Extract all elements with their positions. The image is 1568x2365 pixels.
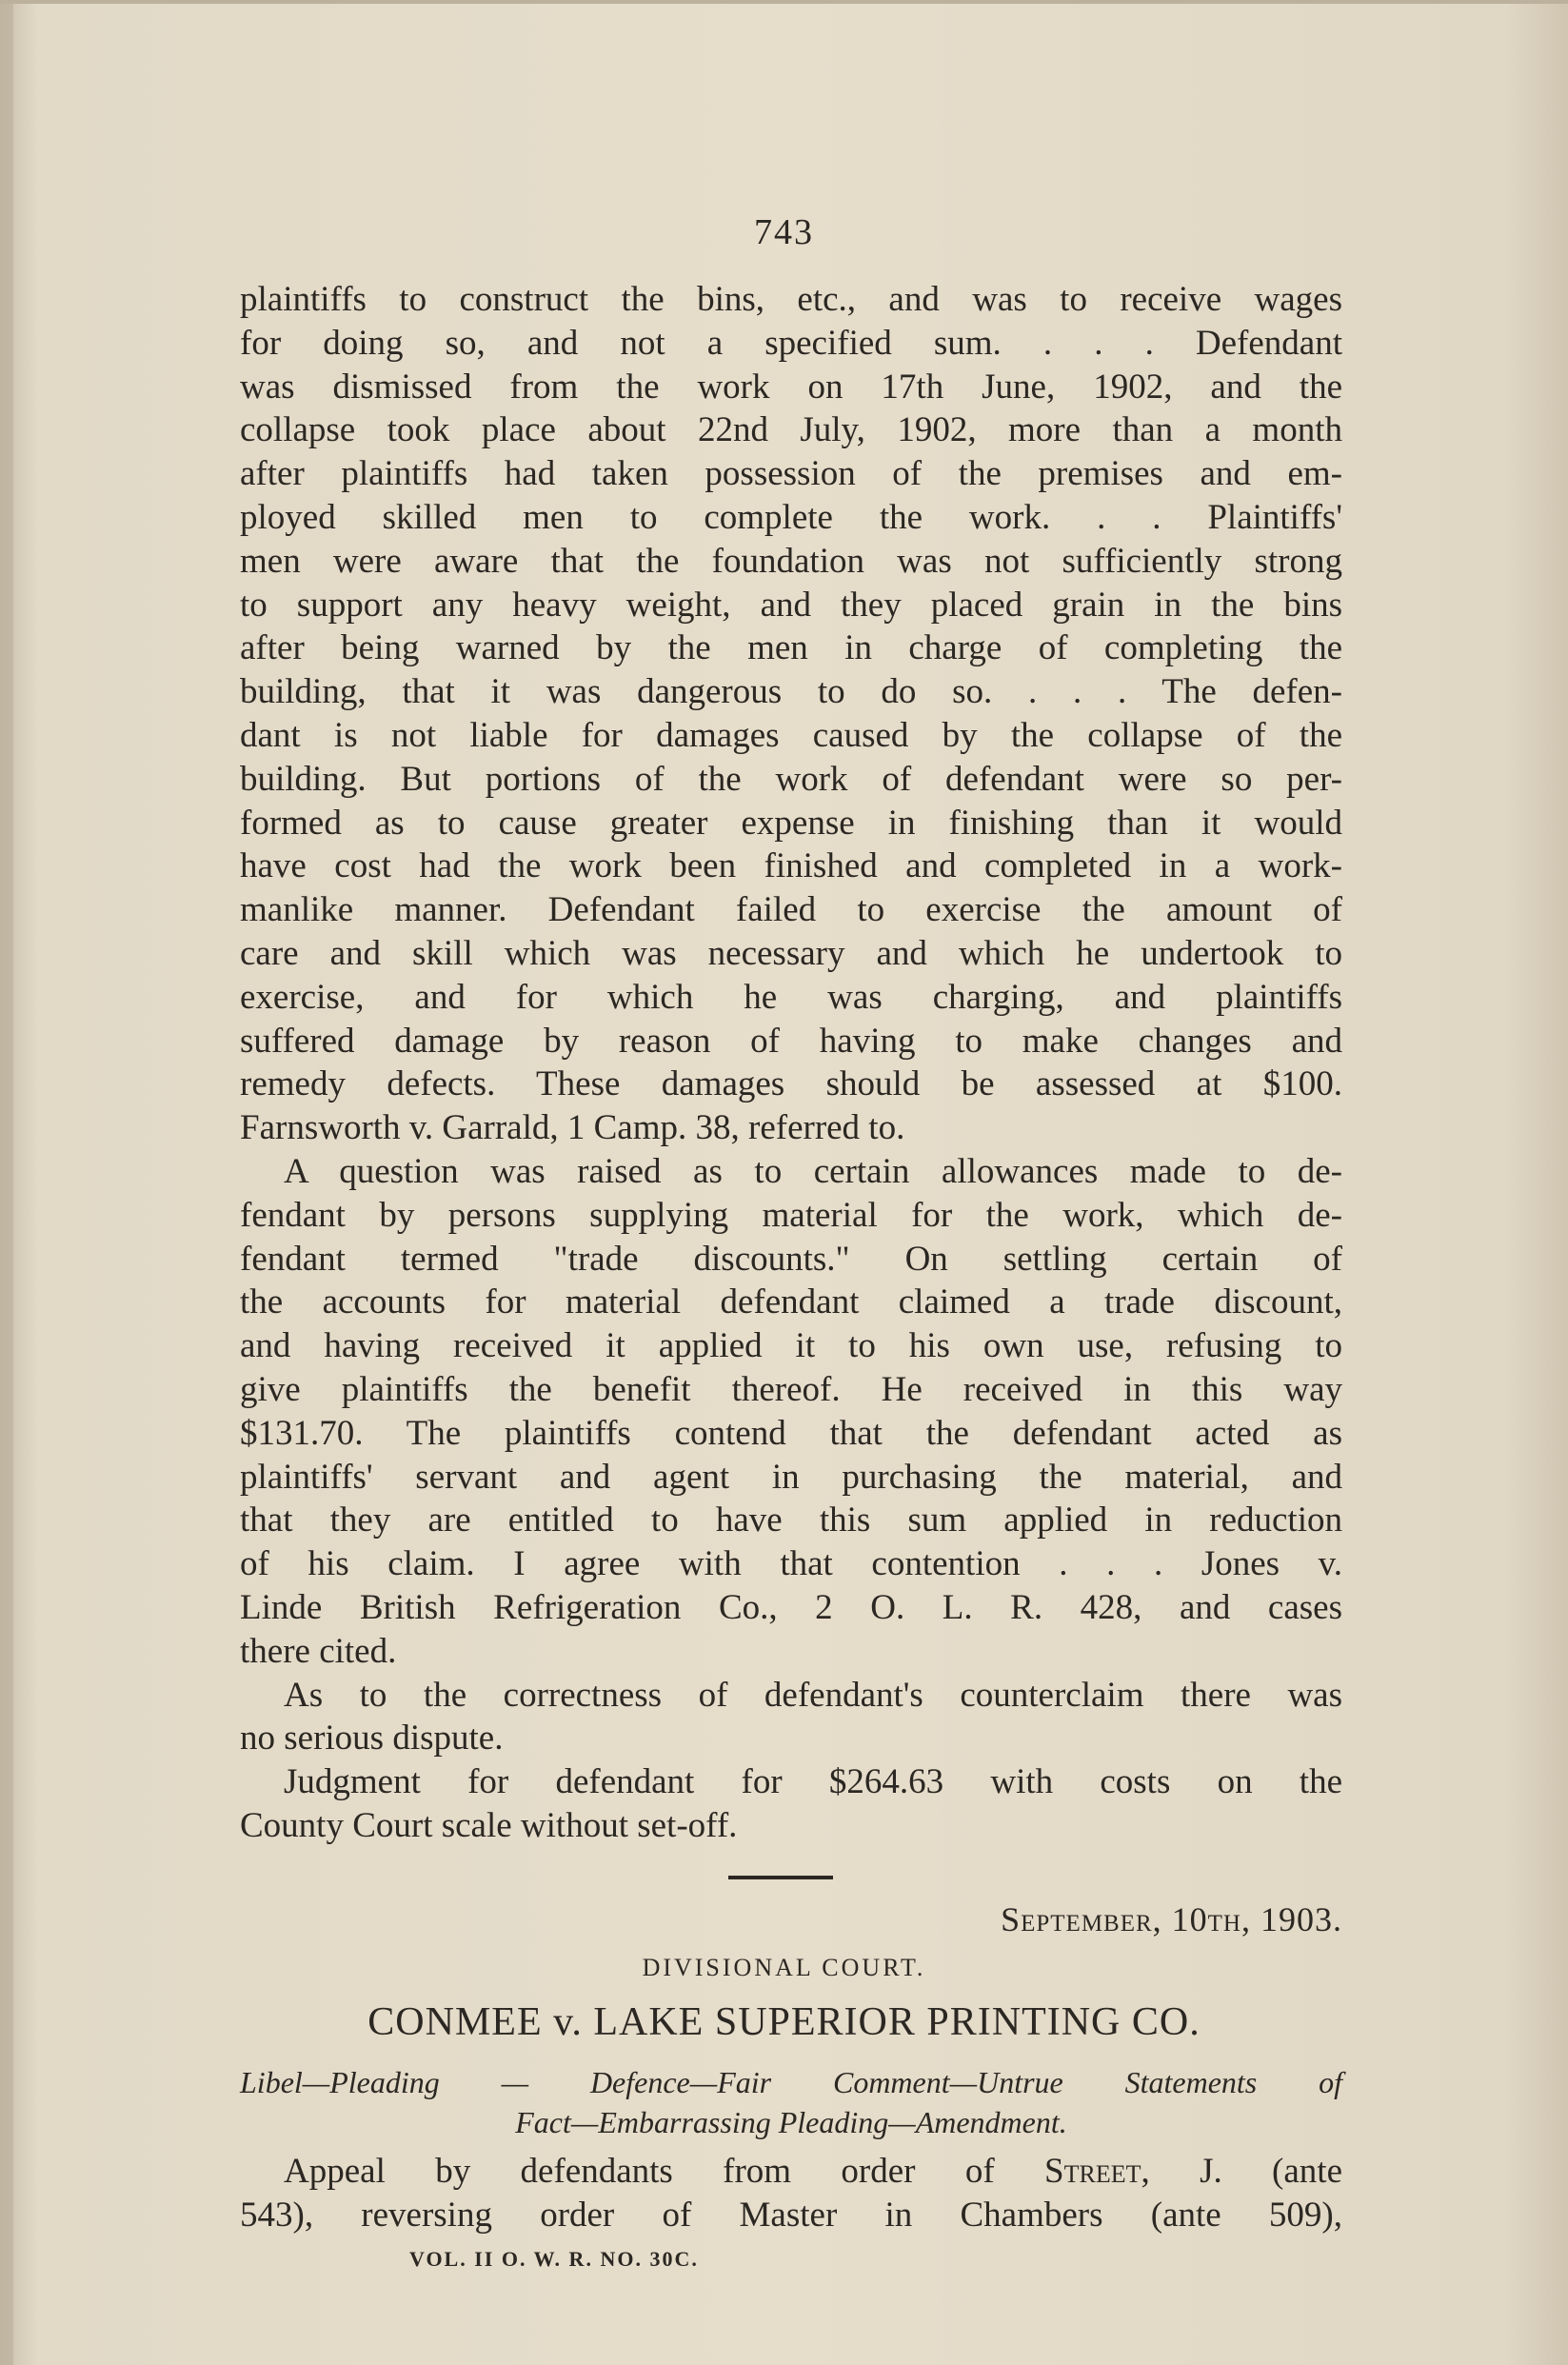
body-line: A question was raised as to certain allowances made to de- — [284, 1151, 1342, 1191]
body-line: was dismissed from the work on 17th June, 1902, and the — [240, 367, 1342, 407]
body-line: exercise, and for which he was charging, and plaintiffs — [240, 977, 1342, 1017]
body-line: and having received it applied it to his own use, refusing to — [240, 1326, 1342, 1366]
headnote-line: Libel—Pleading — Defence—Fair Comment—Untrue Statements of — [240, 2065, 1342, 2099]
body-line: after plaintiffs had taken possession of the premises and em- — [240, 454, 1342, 494]
page-number: 743 — [754, 212, 814, 252]
body-line: manlike manner. Defendant failed to exercise the amount of — [240, 890, 1342, 930]
appeal-line: 543), reversing order of Master in Chambers (ante 509), — [240, 2195, 1342, 2235]
body-line: $131.70. The plaintiffs contend that the defendant acted as — [240, 1413, 1342, 1453]
case-title: CONMEE v. LAKE SUPERIOR PRINTING CO. — [367, 2000, 1201, 2044]
body-line: of his claim. I agree with that contention . . . Jones v. — [240, 1544, 1342, 1584]
body-line: give plaintiffs the benefit thereof. He received in this way — [240, 1369, 1342, 1409]
body-line: Judgment for defendant for $264.63 with costs on the — [284, 1762, 1342, 1802]
appeal-paragraph — [240, 2150, 1342, 2237]
body-line: building. But portions of the work of defendant were so per- — [240, 759, 1342, 799]
body-line: dant is not liable for damages caused by the collapse of the — [240, 715, 1342, 755]
body-line: men were aware that the foundation was not sufficiently strong — [240, 541, 1342, 581]
headnote — [240, 2062, 1342, 2142]
body-line: there cited. — [240, 1631, 397, 1671]
appeal-text: , J. (ante — [1141, 2152, 1343, 2191]
body-line: that they are entitled to have this sum applied in reduction — [240, 1500, 1342, 1540]
body-line: remedy defects. These damages should be assessed at $100. — [240, 1064, 1342, 1104]
body-line: ployed skilled men to complete the work. . . Plaintiffs' — [240, 497, 1342, 537]
body-line: Farnsworth v. Garrald, 1 Camp. 38, referred to. — [240, 1108, 905, 1148]
body-line: fendant termed "trade discounts." On settling certain of — [240, 1239, 1342, 1279]
top-edge-rule — [0, 0, 1568, 4]
body-line: County Court scale without set-off. — [240, 1805, 738, 1845]
judge-name: Street — [1044, 2152, 1141, 2191]
body-line: As to the correctness of defendant's counterclaim there was — [284, 1675, 1342, 1715]
section-divider — [728, 1876, 833, 1879]
appeal-text: Appeal by defendants from order of — [284, 2152, 995, 2191]
headnote-line: Fact—Embarrassing Pleading—Amendment. — [515, 2105, 1067, 2139]
body-line: have cost had the work been finished and completed in a work- — [240, 846, 1342, 886]
body-line: for doing so, and not a specified sum. . . . Defendant — [240, 323, 1342, 363]
body-text — [240, 278, 1342, 1848]
body-line: suffered damage by reason of having to make changes and — [240, 1021, 1342, 1061]
body-line: plaintiffs to construct the bins, etc., and was to receive wages — [240, 280, 1342, 319]
appeal-line — [240, 2150, 1342, 2194]
body-line: care and skill which was necessary and which he undertook to — [240, 933, 1342, 973]
body-line: collapse took place about 22nd July, 1902, more than a month — [240, 410, 1342, 450]
body-line: building, that it was dangerous to do so. . . . The defen- — [240, 672, 1342, 712]
decision-date: September, 10th, 1903. — [1001, 1900, 1342, 1938]
body-line: no serious dispute. — [240, 1719, 504, 1759]
body-line: formed as to cause greater expense in finishing than it would — [240, 803, 1342, 843]
body-line: the accounts for material defendant claimed a trade discount, — [240, 1282, 1342, 1322]
body-line: to support any heavy weight, and they placed grain in the bins — [240, 585, 1342, 625]
signature-mark: VOL. II O. W. R. NO. 30C. — [409, 2247, 699, 2271]
body-line: after being warned by the men in charge of completing the — [240, 628, 1342, 668]
body-line: Linde British Refrigeration Co., 2 O. L. R. 428, and cases — [240, 1587, 1342, 1627]
body-line: plaintiffs' servant and agent in purchasing the material, and — [240, 1457, 1342, 1497]
court-name: DIVISIONAL COURT. — [642, 1954, 926, 1981]
body-line: fendant by persons supplying material for the work, which de- — [240, 1195, 1342, 1235]
